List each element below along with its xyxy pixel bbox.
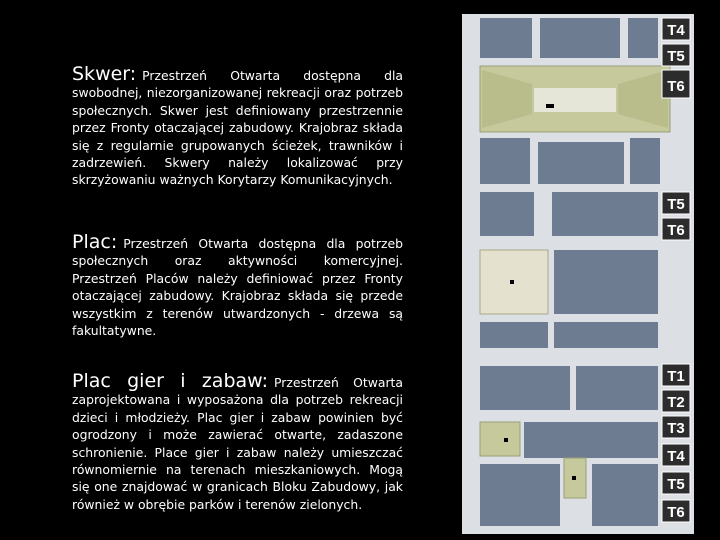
section-plac-gier [72, 370, 403, 513]
square-path [534, 88, 616, 112]
monument-icon [572, 476, 576, 480]
building-block [540, 18, 620, 58]
definition-plac: Przestrzeń Otwarta dostępna dla potrzeb społecznych oraz aktywności komercyjnej. Przestrzeń Placów należy definiować przez Fronty otaczającej zabudowy. Krajobraz składa się przede wszystkim z terenów utwardzonych - drzewa są fakultatywne. [72, 236, 403, 339]
building-block [628, 18, 658, 58]
playground [480, 422, 520, 456]
monument-icon [510, 280, 514, 284]
zone-tag: T3 [667, 420, 685, 437]
building-block [480, 192, 534, 236]
plan-skwer [480, 18, 670, 184]
zone-tag: T4 [667, 22, 685, 39]
definition-plac-gier: Przestrzeń Otwarta zaprojektowana i wyposażona dla potrzeb rekreacji dzieci i młodzieży. Plac gier i zabaw powinien być ogrodzony i może zawierać otwarte, zadaszone schronienie. Place gier i zabaw należy umieszczać równomiernie na terenach mieszkaniowych. Mogą się one znajdować w granicach Bloku Zabudowy, jak również w obrębie parków i terenów zielonych. [72, 375, 403, 512]
building-block [576, 366, 658, 410]
zone-tag: T4 [667, 448, 685, 465]
building-block [524, 422, 658, 458]
definition-skwer: Przestrzeń Otwarta dostępna dla swobodnej, niezorganizowanej rekreacji oraz potrzeb społecznych. Skwer jest definiowany przestrzennie przez Fronty otaczającej zabudowy. Krajobraz składa się z regularnie grupowanych ścieżek, trawników i zadrzewień. Skwery należy lokalizować przy skrzyżowaniu ważnych Korytarzy Komunikacyjnych. [72, 68, 403, 188]
building-block [480, 366, 570, 410]
tags-panel-1 [662, 18, 690, 98]
building-block [480, 18, 488, 58]
building-block [630, 138, 660, 184]
section-skwer [72, 63, 403, 189]
urban-plan-svg [462, 14, 694, 534]
plan-plac [480, 192, 658, 348]
zone-tag: T5 [667, 48, 685, 65]
zone-tag: T1 [667, 368, 685, 385]
building-block [552, 192, 658, 236]
building-block [554, 250, 658, 314]
term-skwer: Skwer: [72, 63, 137, 85]
zone-tag: T2 [667, 394, 685, 411]
zone-tag: T5 [667, 196, 685, 213]
monument-icon [504, 438, 508, 442]
building-block [592, 464, 658, 526]
building-block [480, 322, 548, 348]
zone-tag: T6 [667, 222, 685, 239]
term-plac: Plac: [72, 231, 118, 253]
building-block [480, 138, 530, 184]
building-block [538, 142, 624, 184]
building-block [480, 464, 560, 526]
zone-tag: T5 [667, 476, 685, 493]
zone-tag: T6 [667, 78, 685, 95]
building-block [554, 322, 658, 348]
plan-illustrations [462, 14, 694, 534]
zone-tag: T6 [667, 504, 685, 521]
term-plac-gier: Plac gier i zabaw: [72, 370, 269, 392]
section-plac [72, 231, 403, 339]
monument-icon [546, 104, 554, 108]
